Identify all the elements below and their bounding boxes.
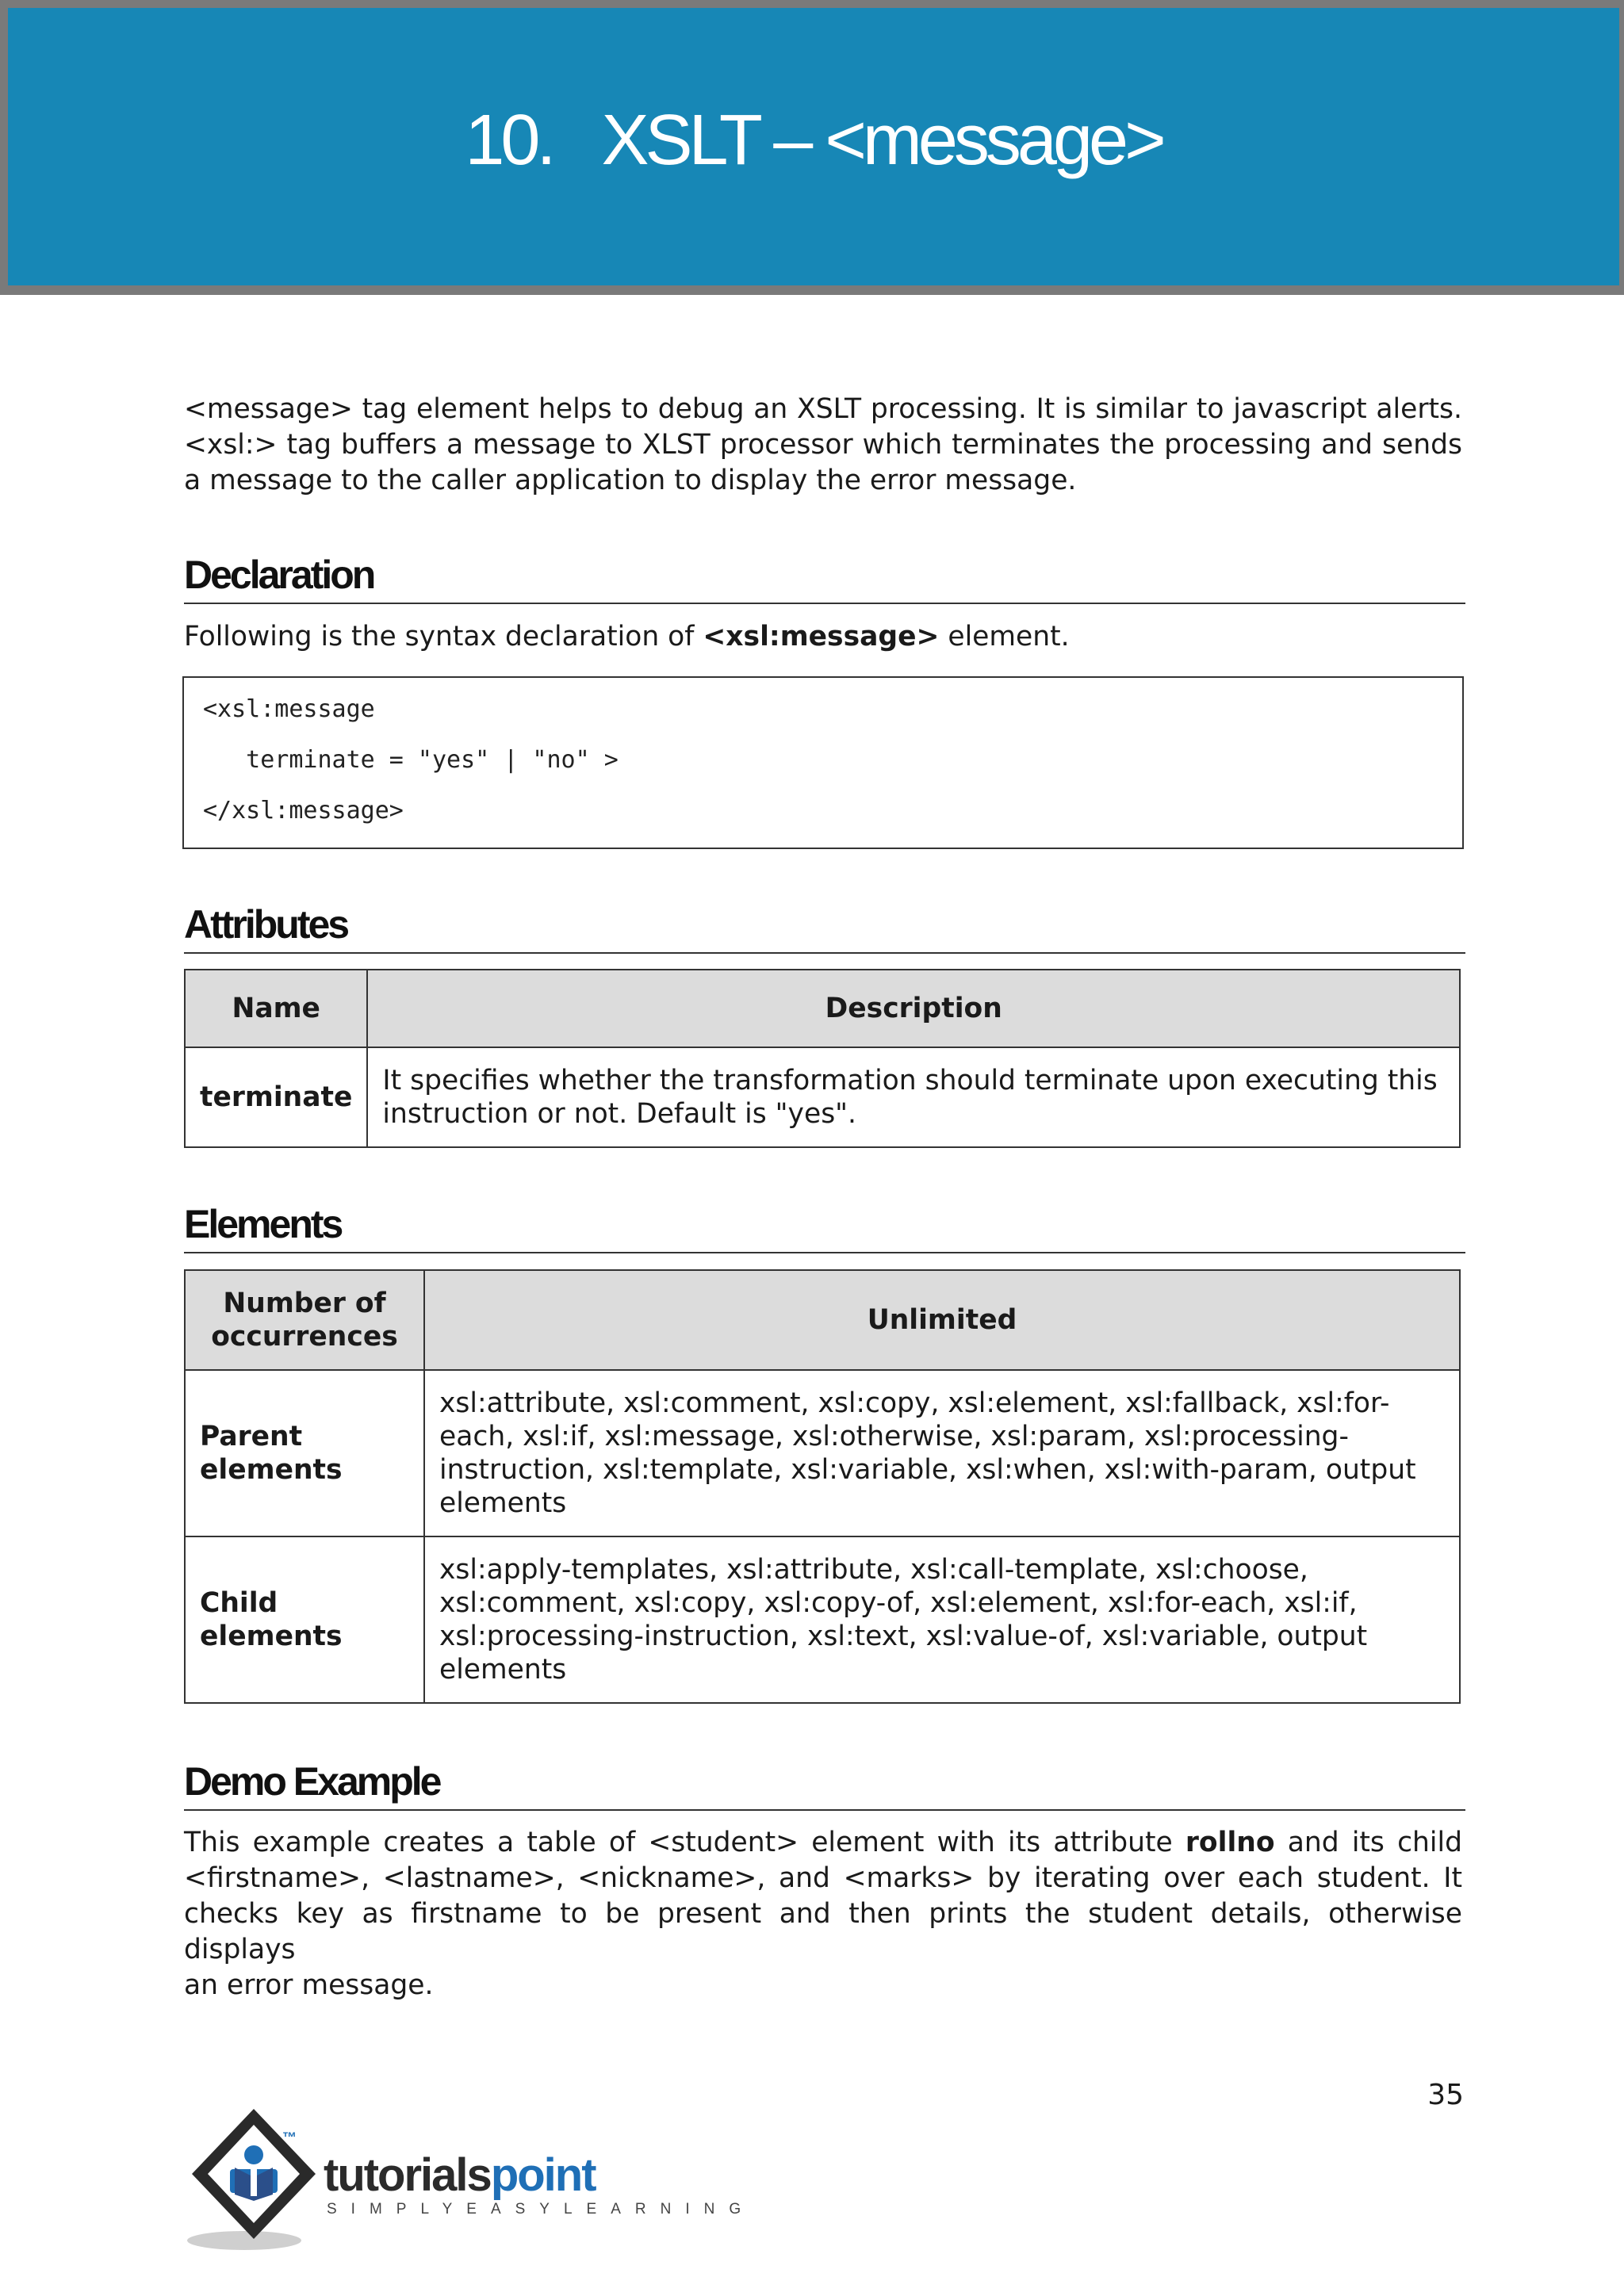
code-line: </xsl:message>	[203, 797, 404, 825]
declaration-text-after: element.	[939, 621, 1070, 652]
logo-word-part2: point	[490, 2149, 596, 2201]
parent-elements-value: xsl:attribute, xsl:comment, xsl:copy, xsl:element, xsl:fallback, xsl:for-each, xsl:if, xsl:message, xsl:otherwise, xsl:param, xsl:processing-instruction, xsl:template, xsl:variable, xsl:when, xsl:with-param, output elements	[424, 1370, 1460, 1536]
table-row	[185, 1370, 1460, 1536]
demo-line: checks key as firstname to be present and then prints the student details, otherwise displays	[184, 1898, 1462, 1965]
attributes-table	[184, 969, 1461, 1148]
elements-heading	[184, 1202, 1465, 1253]
svg-text:™: ™	[282, 2130, 297, 2145]
table-row	[185, 1536, 1460, 1703]
page-number: 35	[1427, 2079, 1464, 2111]
logo-wordmark	[324, 2149, 596, 2202]
chapter-number: 10.	[465, 100, 553, 180]
table-row	[185, 1047, 1460, 1147]
code-line: <xsl:message	[203, 695, 375, 723]
demo-line: <firstname>, <lastname>, <nickname>, and <marks> by iterating over each student. It	[184, 1862, 1462, 1894]
elements-table	[184, 1269, 1461, 1704]
intro-line: a message to the caller application to display the error message.	[184, 465, 1077, 496]
demo-heading	[184, 1759, 1465, 1811]
demo-line	[184, 1825, 1462, 1861]
intro-line: <xsl:> tag buffers a message to XLST processor which terminates the processing and sends	[184, 429, 1462, 461]
attribute-name: terminate	[185, 1047, 367, 1147]
code-block	[182, 676, 1464, 849]
elements-header-row	[185, 1270, 1460, 1370]
child-elements-label: Child elements	[185, 1536, 424, 1703]
parent-elements-label: Parent elements	[185, 1370, 424, 1536]
intro-line: <message> tag element helps to debug an XSLT processing. It is similar to javascript alerts.	[184, 393, 1462, 425]
chapter-banner	[0, 0, 1624, 295]
demo-line1-after: and its child	[1274, 1827, 1462, 1858]
logo-emblem-icon	[181, 2101, 324, 2260]
attributes-heading-text: Attributes	[184, 902, 348, 947]
declaration-line	[184, 619, 1462, 655]
intro-paragraph	[184, 392, 1462, 499]
logo-tagline: SIMPLYEASYLEARNING	[327, 2201, 756, 2218]
tutorialspoint-logo	[181, 2101, 756, 2260]
declaration-heading-text: Declaration	[184, 553, 374, 597]
attribute-description: It specifies whether the transformation should terminate upon executing this instruction or not. Default is "yes".	[367, 1047, 1460, 1147]
chapter-title-text: XSLT – <message>	[601, 100, 1162, 180]
declaration-heading	[184, 553, 1465, 604]
attributes-header-row	[185, 970, 1460, 1047]
attributes-header-name: Name	[185, 970, 367, 1047]
declaration-text	[184, 619, 1462, 655]
occurrences-value: Unlimited	[424, 1270, 1460, 1370]
logo-word-part1: tutorials	[324, 2149, 491, 2201]
occurrences-label: Number of occurrences	[185, 1270, 424, 1370]
declaration-text-before: Following is the syntax declaration of	[184, 621, 703, 652]
demo-line: an error message.	[184, 1969, 434, 2001]
demo-line1-bold: rollno	[1185, 1827, 1275, 1858]
demo-line1-before: This example creates a table of <student> element with its attribute	[184, 1827, 1185, 1858]
declaration-text-bold: <xsl:message>	[703, 621, 940, 652]
chapter-banner-fill	[8, 8, 1619, 285]
demo-heading-text: Demo Example	[184, 1759, 440, 1804]
attributes-header-description: Description	[367, 970, 1460, 1047]
child-elements-value: xsl:apply-templates, xsl:attribute, xsl:call-template, xsl:choose, xsl:comment, xsl:copy, xsl:copy-of, xsl:element, xsl:for-each, xsl:if, xsl:processing-instruction, xsl:text, xsl:value-of, xsl:variable, output elements	[424, 1536, 1460, 1703]
code-line: terminate = "yes" | "no" >	[203, 746, 619, 774]
chapter-title	[8, 97, 1619, 184]
attributes-heading	[184, 902, 1465, 954]
demo-paragraph	[184, 1825, 1462, 2003]
elements-heading-text: Elements	[184, 1202, 342, 1246]
